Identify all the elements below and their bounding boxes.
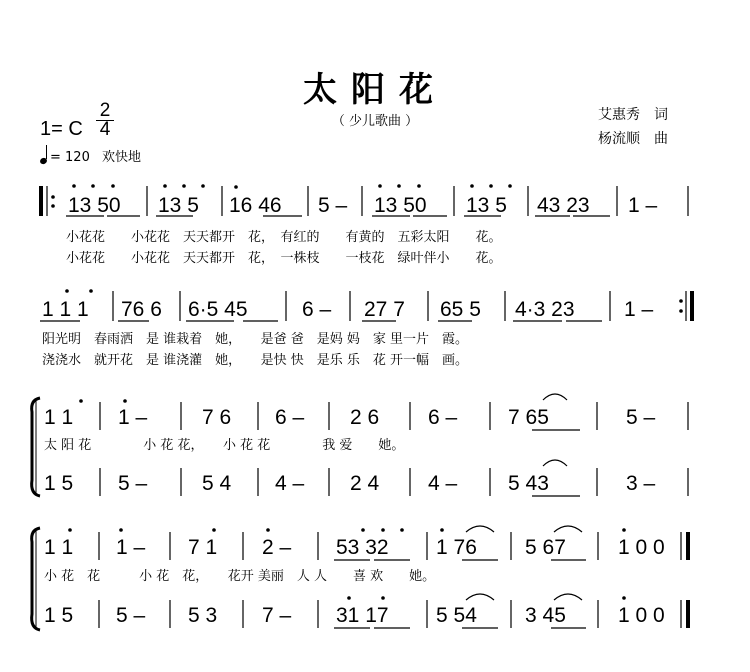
row-3	[32, 394, 688, 496]
row-2	[40, 289, 692, 368]
slur-or-brace	[554, 526, 582, 532]
m4u-8: 1 0 0	[618, 536, 665, 559]
m3u-4: 6 –	[275, 406, 305, 429]
m3l-7: 5 43	[508, 472, 549, 495]
m3l-3: 5 4	[202, 472, 232, 495]
slur-or-brace	[554, 594, 582, 600]
m2-7: 4·3 23	[515, 298, 575, 321]
m3l-4: 4 –	[275, 472, 305, 495]
time-signature-bottom: 4	[99, 119, 111, 140]
m3u-6: 6 –	[428, 406, 458, 429]
m3u-2: 1 –	[118, 406, 148, 429]
octave-dot	[201, 184, 205, 188]
time-signature-top: 2	[99, 100, 111, 121]
octave-dot	[119, 528, 123, 532]
octave-dot	[622, 596, 626, 600]
tempo-text: 欢快地	[101, 150, 141, 165]
row-4-lyrics: 小 花 花 小 花 花， 花开 美丽 人 人 喜 欢 她。	[44, 569, 436, 584]
octave-dot	[68, 528, 72, 532]
m4l-8: 1 0 0	[618, 604, 665, 627]
m1-8: 1 –	[628, 194, 658, 217]
m3u-3: 7 6	[202, 406, 232, 429]
octave-dot	[89, 289, 93, 293]
m4l-4: 7 –	[262, 604, 292, 627]
m4l-2: 5 –	[116, 604, 146, 627]
row-1-notes	[68, 194, 658, 217]
octave-dot	[65, 289, 69, 293]
row-1-lyrics-1: 小花花 小花花 天天都开 花， 有红的 有黄的 五彩太阳 花。	[66, 230, 502, 245]
m2-5: 27 7	[364, 298, 405, 321]
octave-dot	[489, 184, 493, 188]
row-3-upper-notes	[44, 406, 656, 429]
octave-dot	[397, 184, 401, 188]
row-2-lyrics-2: 浇浇水 就开花 是 谁浇灌 她， 是快 快 是乐 乐 花 开一幅 画。	[42, 353, 469, 368]
m3u-7: 7 65	[508, 406, 549, 429]
row-4-upper-notes	[44, 536, 665, 559]
row-3-lyrics: 太 阳 花 小 花 花， 小 花 花 我 爱 她。	[44, 438, 405, 453]
m3l-6: 4 –	[428, 472, 458, 495]
m1-1: 13 50	[68, 194, 121, 217]
m1-7: 43 23	[537, 194, 590, 217]
row-4	[32, 526, 688, 630]
octave-dot	[508, 184, 512, 188]
row-2-lyrics-1: 阳光明 春雨洒 是 谁栽着 她， 是爸 爸 是妈 妈 家 里一片 霞。	[42, 332, 469, 347]
slur-or-brace	[543, 394, 567, 400]
octave-dot	[347, 596, 351, 600]
octave-dot	[51, 204, 55, 208]
octave-dot	[679, 299, 683, 303]
octave-dot	[381, 528, 385, 532]
octave-dot	[440, 528, 444, 532]
m4l-3: 5 3	[188, 604, 218, 627]
octave-dot	[470, 184, 474, 188]
m1-3: 16 46	[229, 194, 282, 217]
m4l-5: 31 17	[336, 604, 389, 627]
song-title: 太阳花	[303, 70, 447, 110]
octave-dot	[111, 184, 115, 188]
m4u-6: 1 76	[436, 536, 477, 559]
octave-dot	[361, 528, 365, 532]
m2-8: 1 –	[624, 298, 654, 321]
octave-dot	[182, 184, 186, 188]
m2-3: 6·5 45	[188, 298, 248, 321]
m3l-8: 3 –	[626, 472, 656, 495]
row-2-notes	[42, 298, 654, 321]
row-1	[41, 184, 688, 266]
octave-dot	[79, 399, 83, 403]
m4l-1: 1 5	[44, 604, 74, 627]
slur-or-brace	[466, 526, 494, 532]
composer-credit: 杨流顺 曲	[598, 131, 668, 147]
m3u-1: 1 1	[44, 406, 74, 429]
m3l-1: 1 5	[44, 472, 74, 495]
m1-4: 5 –	[318, 194, 348, 217]
octave-dot	[163, 184, 167, 188]
octave-dot	[679, 309, 683, 313]
octave-dot	[51, 195, 55, 199]
octave-dot	[381, 596, 385, 600]
row-4-lower-notes	[44, 604, 665, 627]
song-subtitle: （ 少儿歌曲 ）	[331, 114, 419, 129]
slur-or-brace	[543, 460, 567, 466]
octave-dot	[622, 528, 626, 532]
m4u-3: 7 1	[188, 536, 218, 559]
row-3-lower-notes	[44, 472, 656, 495]
octave-dot	[266, 528, 270, 532]
m4u-1: 1 1	[44, 536, 74, 559]
m4u-2: 1 –	[116, 536, 146, 559]
m1-2: 13 5	[158, 194, 199, 217]
m2-6: 65 5	[440, 298, 481, 321]
slur-or-brace	[466, 594, 494, 600]
octave-dot	[123, 399, 127, 403]
m4u-5: 53 32	[336, 536, 389, 559]
m4l-6: 5 54	[436, 604, 477, 627]
m1-6: 13 5	[466, 194, 507, 217]
tempo-value: = 120	[50, 150, 90, 165]
m4u-4: 2 –	[262, 536, 292, 559]
m1-5: 13 50	[374, 194, 427, 217]
m4l-7: 3 45	[525, 604, 566, 627]
octave-dot	[91, 184, 95, 188]
m3l-2: 5 –	[118, 472, 148, 495]
octave-dot	[378, 184, 382, 188]
row-1-lyrics-2: 小花花 小花花 天天都开 花， 一株枝 一枝花 绿叶伴小 花。	[66, 251, 502, 266]
m3l-5: 2 4	[350, 472, 380, 495]
lyricist-credit: 艾惠秀 词	[598, 107, 668, 123]
m4u-7: 5 67	[525, 536, 566, 559]
key-signature: 1= C	[40, 118, 83, 140]
m2-1: 1 1 1	[42, 298, 89, 321]
octave-dot	[400, 528, 404, 532]
octave-dot	[234, 185, 238, 189]
octave-dot	[72, 184, 76, 188]
octave-dot	[212, 528, 216, 532]
m2-2: 76 6	[121, 298, 162, 321]
m3u-5: 2 6	[350, 406, 380, 429]
m2-4: 6 –	[302, 298, 332, 321]
octave-dot	[417, 184, 421, 188]
m3u-8: 5 –	[626, 406, 656, 429]
